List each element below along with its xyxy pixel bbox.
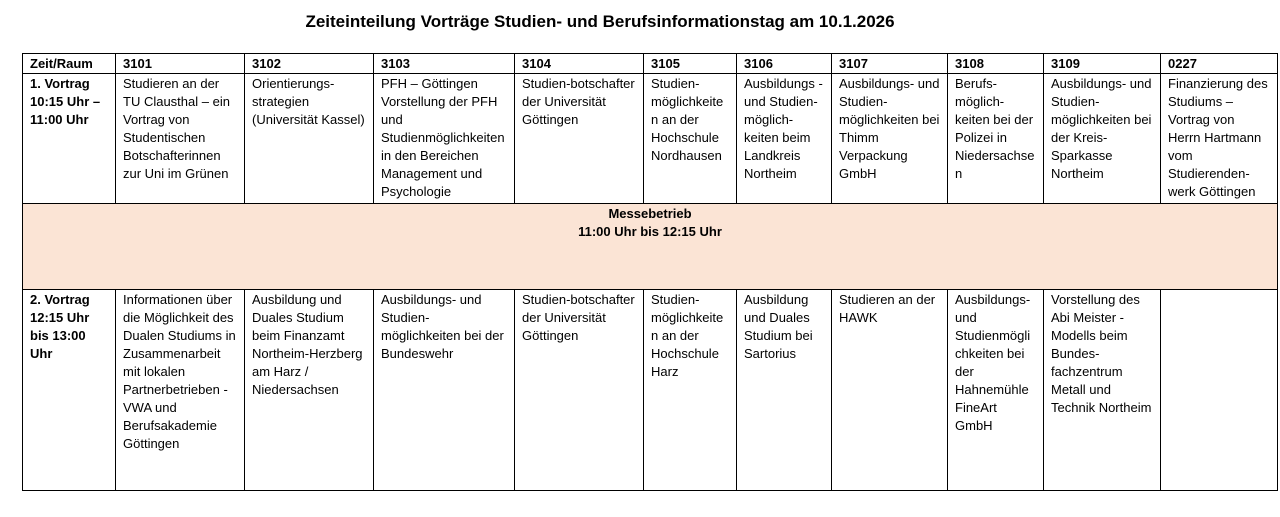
header-cell-room: 3107: [832, 54, 948, 74]
header-cell-room: 3103: [374, 54, 515, 74]
header-cell-room: 3101: [116, 54, 245, 74]
slot2-cell: Studien-möglichkeiten an der Hochschule Harz: [644, 290, 737, 491]
break-row: [23, 204, 1278, 290]
header-cell-room: 3104: [515, 54, 644, 74]
slot2-cell: Vorstellung des Abi Meister - Modells beim Bundes-fachzentrum Metall und Technik Northeim: [1044, 290, 1161, 491]
slot2-cell: Ausbildungs- und Studienmöglichkeiten bei der Hahnemühle FineArt GmbH: [948, 290, 1044, 491]
break-time: 11:00 Uhr bis 12:15 Uhr: [578, 224, 722, 239]
slot1-cell: Studieren an der TU Clausthal – ein Vortrag von Studentischen Botschafterinnen zur Uni im Grünen: [116, 74, 245, 204]
header-cell-room: 3109: [1044, 54, 1161, 74]
slot2-cell: Studieren an der HAWK: [832, 290, 948, 491]
slot1-cell: Orientierungs-strategien (Universität Kassel): [245, 74, 374, 204]
slot1-cell: Berufs-möglich-keiten bei der Polizei in Niedersachsen: [948, 74, 1044, 204]
slot1-cell: Ausbildungs- und Studien-möglichkeiten bei der Kreis-Sparkasse Northeim: [1044, 74, 1161, 204]
slot1-cell: Studien-möglichkeiten an der Hochschule Nordhausen: [644, 74, 737, 204]
header-cell-room: 3106: [737, 54, 832, 74]
slot2-cell: Ausbildung und Duales Studium bei Sartorius: [737, 290, 832, 491]
header-cell-room: 3105: [644, 54, 737, 74]
header-cell-room: 0227: [1161, 54, 1278, 74]
slot2-cell: Informationen über die Möglichkeit des Dualen Studiums in Zusammenarbeit mit lokalen Partnerbetrieben - VWA und Berufsakademie Göttingen: [116, 290, 245, 491]
slot1-cell: Finanzierung des Studiums – Vortrag von Herrn Hartmann vom Studierenden-werk Göttingen: [1161, 74, 1278, 204]
slot2-cell: Ausbildungs- und Studien-möglichkeiten bei der Bundeswehr: [374, 290, 515, 491]
schedule-table: [22, 53, 1278, 491]
break-cell: [23, 204, 1278, 290]
slot1-time-label: 1. Vortrag 10:15 Uhr – 11:00 Uhr: [23, 74, 116, 204]
slot2-cell: Studien-botschafter der Universität Göttingen: [515, 290, 644, 491]
header-cell-room: 3108: [948, 54, 1044, 74]
header-row: [23, 54, 1278, 74]
header-cell-room: 3102: [245, 54, 374, 74]
slot1-cell: Studien-botschafter der Universität Göttingen: [515, 74, 644, 204]
slot2-cell: Ausbildung und Duales Studium beim Finanzamt Northeim-Herzberg am Harz / Niedersachsen: [245, 290, 374, 491]
slot2-time-label: 2. Vortrag 12:15 Uhr bis 13:00 Uhr: [23, 290, 116, 491]
slot2-row: [23, 290, 1278, 491]
slot1-row: [23, 74, 1278, 204]
slot2-cell-empty: [1161, 290, 1278, 491]
slot1-cell: Ausbildungs- und Studien-möglichkeiten bei Thimm Verpackung GmbH: [832, 74, 948, 204]
slot1-cell: PFH – Göttingen Vorstellung der PFH und Studienmöglichkeiten in den Bereichen Management und Psychologie: [374, 74, 515, 204]
slot1-cell: Ausbildungs - und Studien-möglich-keiten beim Landkreis Northeim: [737, 74, 832, 204]
break-title: Messebetrieb: [608, 206, 692, 221]
page-title: Zeiteinteilung Vorträge Studien- und Berufsinformationstag am 10.1.2026: [305, 12, 895, 31]
header-cell-zeit-raum: Zeit/Raum: [23, 54, 116, 74]
